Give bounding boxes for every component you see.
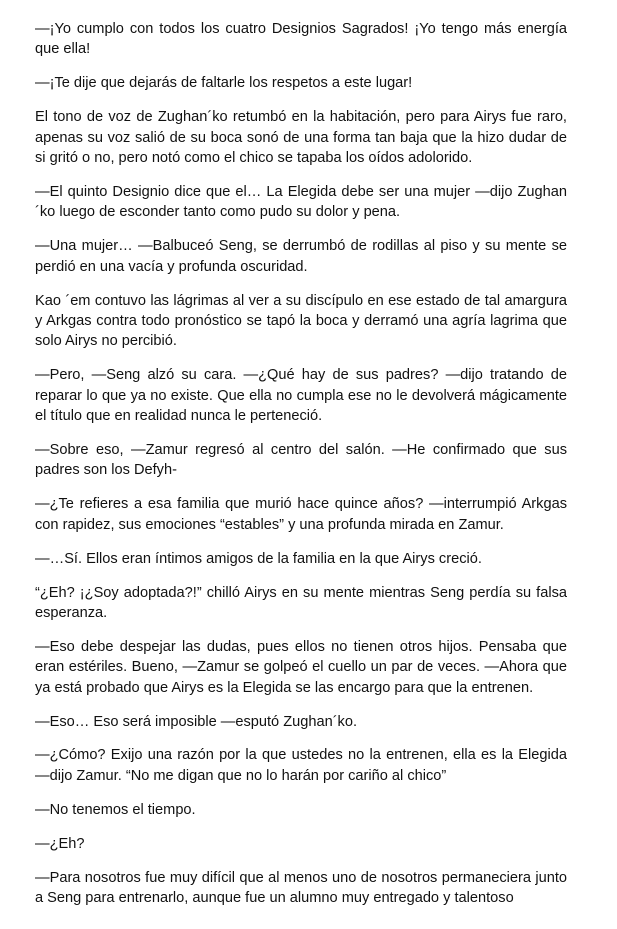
paragraph-5: —Una mujer… —Balbuceó Seng, se derrumbó de rodillas al piso y su mente se perdió en una vacía y profunda oscuridad. [35,238,567,275]
paragraph-16: —¿Eh? [35,835,85,852]
paragraph-8: —Sobre eso, —Zamur regresó al centro del salón. —He confirmado que sus padres son los Defyh- [35,442,567,479]
paragraph-11: “¿Eh? ¡¿Soy adoptada?!” chilló Airys en su mente mientras Seng perdía su falsa esperanza. [35,584,567,621]
paragraph-9: —¿Te refieres a esa familia que murió hace quince años? —interrumpió Arkgas con rapidez, sus emociones “estables” y una profunda mirada en Zamur. [35,496,567,533]
paragraph-4: —El quinto Designio dice que el… La Elegida debe ser una mujer —dijo Zughan´ko luego de esconder tanto como pudo su dolor y pena. [35,183,567,221]
paragraph-12: —Eso debe despejar las dudas, pues ellos no tienen otros hijos. Pensaba que eran estériles. Bueno, —Zamur se golpeó el cuello un par de veces. —Ahora que ya está probado que Airys es la Elegida se las encargo para que la entrenen. [35,638,567,696]
paragraph-15: —No tenemos el tiempo. [35,801,196,818]
paragraph-13: —Eso… Eso será imposible —esputó Zughan´ko. [35,713,358,730]
paragraph-14: —¿Cómo? Exijo una razón por la que ustedes no la entrenen, ella es la Elegida —dijo Zamur. “No me digan que no lo harán por cariño al chico” [35,747,567,784]
paragraph-17: —Para nosotros fue muy difícil que al menos uno de nosotros permaneciera junto a Seng para entrenarlo, aunque fue un alumno muy entregado y talentoso [35,869,567,906]
paragraph-10: —…Sí. Ellos eran íntimos amigos de la familia en la que Airys creció. [35,550,482,567]
paragraph-3: El tono de voz de Zughan´ko retumbó en la habitación, pero para Airys fue raro, apenas su voz salió de su boca sonó de una forma tan baja que la hizo dudar de si gritó o no, pero notó como el chico se tapaba los oídos adolorido. [35,109,567,167]
paragraph-1: —¡Yo cumplo con todos los cuatro Designios Sagrados! ¡Yo tengo más energía que ella! [35,21,567,58]
paragraph-7: —Pero, —Seng alzó su cara. —¿Qué hay de sus padres? —dijo tratando de reparar lo que ya no existe. Que ella no cumpla ese no le devolverá mágicamente el título que en realidad nunca le perteneció. [35,367,567,425]
paragraph-6: Kao ´em contuvo las lágrimas al ver a su discípulo en ese estado de tal amargura y Arkgas contra todo pronóstico se tapó la boca y derramó una agría lagrima que solo Airys no percibió. [35,292,567,350]
paragraph-2: —¡Te dije que dejarás de faltarle los respetos a este lugar! [35,75,413,92]
